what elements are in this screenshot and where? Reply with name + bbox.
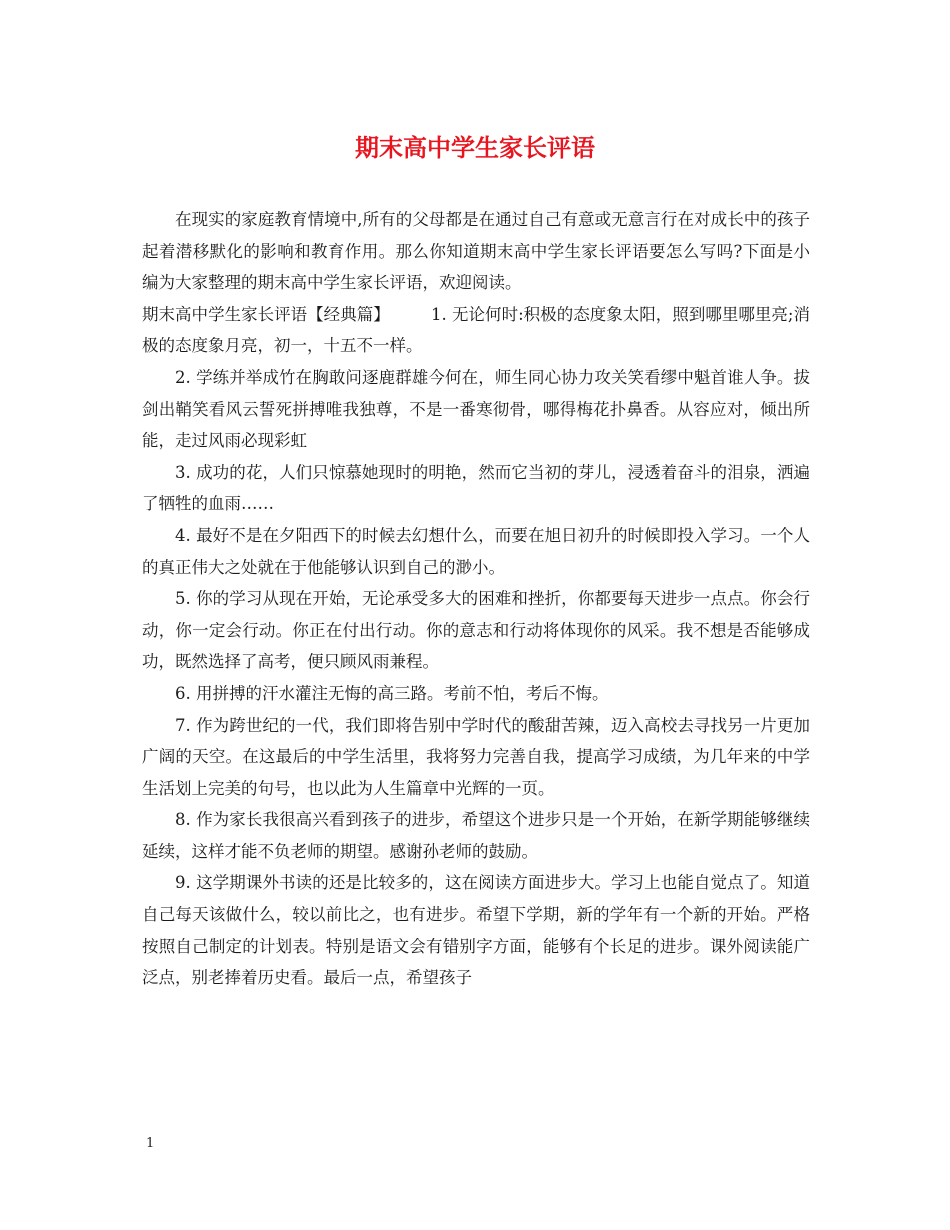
- page-title: 期末高中学生家长评语: [355, 134, 595, 162]
- list-item: 2. 学练并举成竹在胸敢问逐鹿群雄今何在，师生同心协力攻关笑看缪中魁首谁人争。拔剑出鞘笑看风云誓死拼搏唯我独尊，不是一番寒彻骨，哪得梅花扑鼻香。从容应对，倾出所能，走过风雨必现彩虹: [142, 367, 810, 451]
- list-item: 9. 这学期课外书读的还是比较多的，这在阅读方面进步大。学习上也能自觉点了。知道自己每天该做什么，较以前比之，也有进步。希望下学期，新的学年有一个新的开始。严格按照自己制定的计划表。特别是语文会有错别字方面，能够有个长足的进步。课外阅读能广泛点，别老捧着历史看。最后一点，希望孩子: [142, 873, 810, 988]
- section-heading-paragraph: [142, 299, 810, 362]
- list-item: 4. 最好不是在夕阳西下的时候去幻想什么，而要在旭日初升的时候即投入学习。一个人的真正伟大之处就在于他能够认识到自己的渺小。: [142, 525, 810, 577]
- list-item: 1. 无论何时:积极的态度象太阳，照到哪里哪里亮;消极的态度象月亮，初一，十五不一样。: [142, 304, 811, 356]
- page-number: 1: [146, 1136, 155, 1151]
- list-item: 7. 作为跨世纪的一代，我们即将告别中学时代的酸甜苦辣，迈入高校去寻找另一片更加广阔的天空。在这最后的中学生活里，我将努力完善自我，提高学习成绩，为几年来的中学生活划上完美的句号，也以此为人生篇章中光辉的一页。: [142, 715, 810, 798]
- list-item: 8. 作为家长我很高兴看到孩子的进步，希望这个进步只是一个开始，在新学期能够继续延续，这样才能不负老师的期望。感谢孙老师的鼓励。: [142, 810, 810, 861]
- list-item: 6. 用拼搏的汗水灌注无悔的高三路。考前不怕，考后不悔。: [175, 683, 609, 703]
- list-item: 5. 你的学习从现在开始，无论承受多大的困难和挫折，你都要每天进步一点点。你会行动，你一定会行动。你正在付出行动。你的意志和行动将体现你的风采。我不想是否能够成功，既然选择了高考，便只顾风雨兼程。: [142, 589, 810, 672]
- intro-paragraph: 在现实的家庭教育情境中,所有的父母都是在通过自己有意或无意言行在对成长中的孩子起着潜移默化的影响和教育作用。那么你知道期末高中学生家长评语要怎么写吗?下面是小编为大家整理的期末高中学生家长评语，欢迎阅读。: [142, 210, 810, 293]
- section-heading: 期末高中学生家长评语【经典篇】: [142, 304, 390, 324]
- document-body: [142, 204, 810, 994]
- list-item: 3. 成功的花，人们只惊慕她现时的明艳，然而它当初的芽儿，浸透着奋斗的泪泉，洒遍了牺牲的血雨……: [142, 462, 810, 514]
